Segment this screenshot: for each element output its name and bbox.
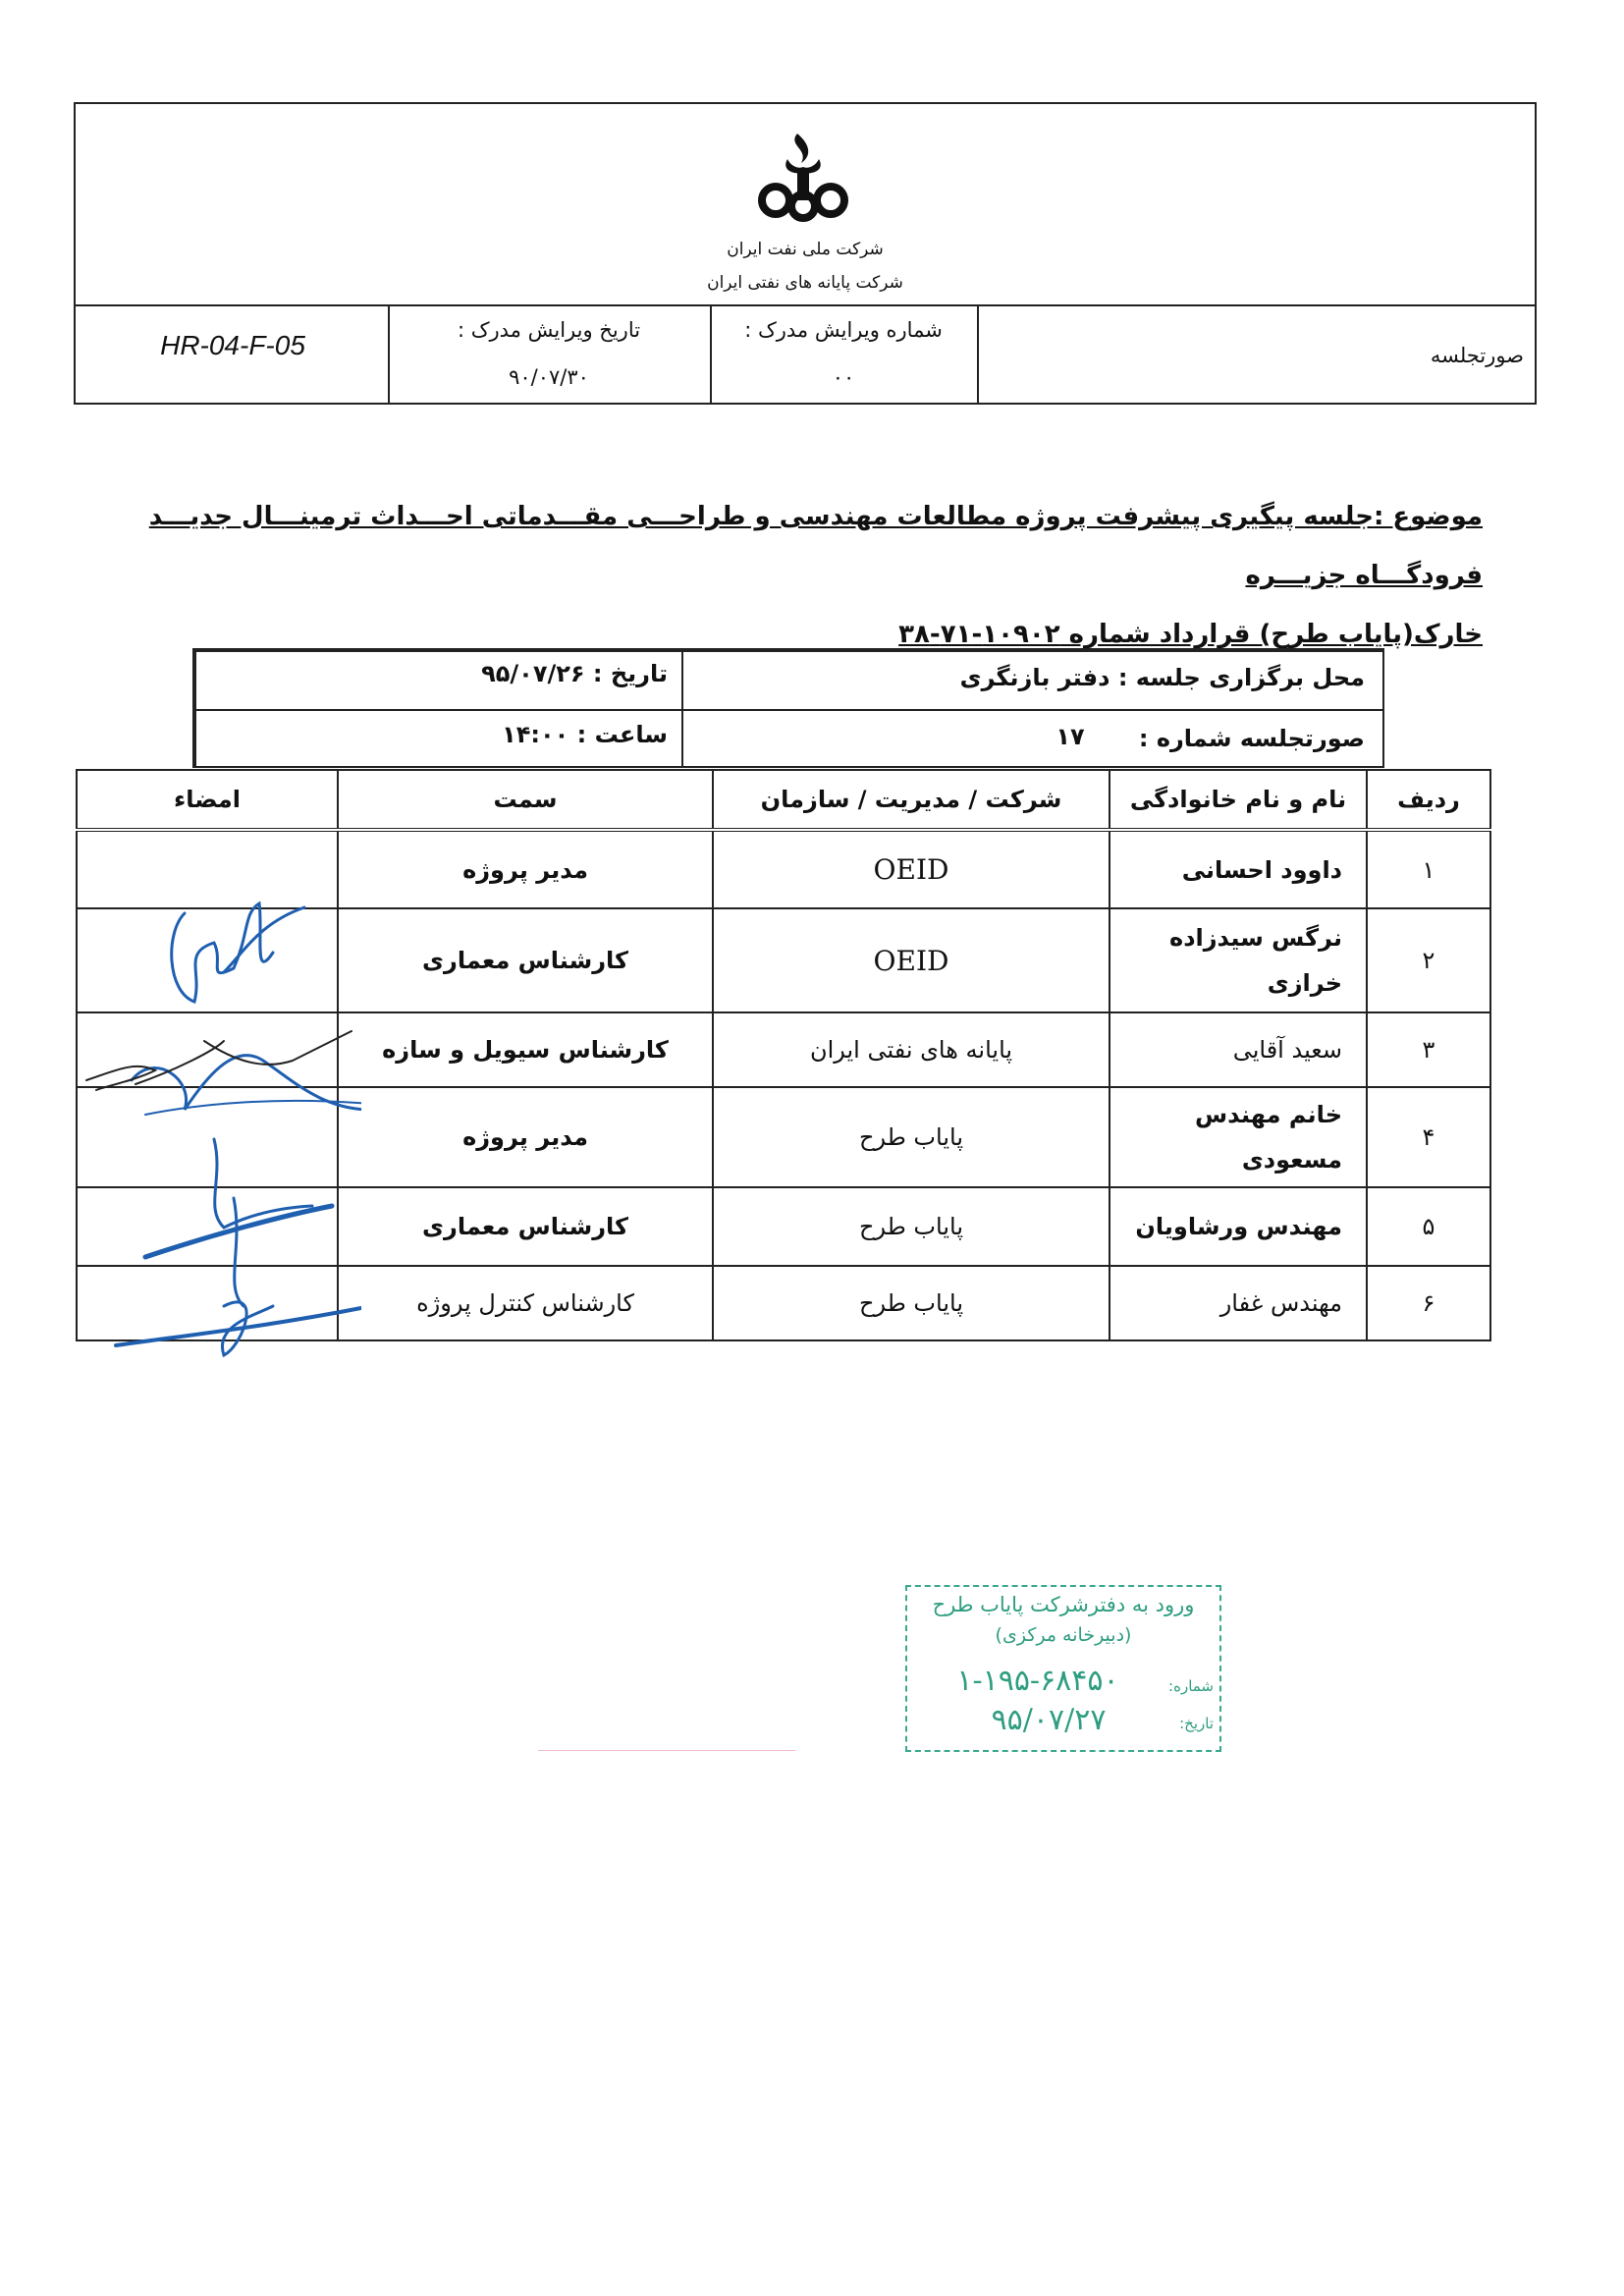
table-header-row xyxy=(77,770,1490,830)
divider-line xyxy=(538,1750,795,1751)
attendee-name: مهندس ورشاویان xyxy=(1110,1187,1367,1266)
meeting-number-value: ۱۷ xyxy=(1056,723,1085,750)
revision-number-value: ۰۰ xyxy=(832,365,855,389)
attendee-position: کارشناس معماری xyxy=(338,1187,713,1266)
header-divider xyxy=(977,306,979,405)
col-header-company: شرکت / مدیریت / سازمان xyxy=(713,770,1110,830)
revision-number-label: شماره ویرایش مدرک : xyxy=(744,318,943,342)
header-divider xyxy=(710,306,712,405)
subject-line2: خارک(پایاب طرح) قرارداد شماره ۱۰۹۰۲-۷۱-۳۸ xyxy=(898,620,1483,649)
row-number: ۴ xyxy=(1367,1087,1490,1187)
row-number: ۳ xyxy=(1367,1012,1490,1087)
col-header-name: نام و نام خانوادگی xyxy=(1110,770,1367,830)
attendee-company: پایاب طرح xyxy=(713,1087,1110,1187)
row-number: ۱ xyxy=(1367,830,1490,908)
attendee-position: کارشناس کنترل پروژه xyxy=(338,1266,713,1340)
meeting-info-divider xyxy=(192,709,1384,711)
attendee-name: مهندس غفار xyxy=(1110,1266,1367,1340)
meeting-subject xyxy=(147,487,1483,664)
row-number: ۶ xyxy=(1367,1266,1490,1340)
company-name-terminals: شرکت پایانه های نفتی ایران xyxy=(707,273,903,293)
subject-line1: جلسه پیگیری پیشرفت پروژه مطالعات مهندسی و طراحـــی مقـــدماتی احـــداث ترمینـــال جدیـــد فرودگـــاه جزیـــره xyxy=(148,502,1483,590)
meeting-date: تاریخ : ۹۵/۰۷/۲۶ xyxy=(481,660,668,687)
handwritten-signatures-icon xyxy=(77,894,361,1365)
attendee-name: سعید آقایی xyxy=(1110,1012,1367,1087)
stamp-number-label: شماره: xyxy=(1168,1677,1214,1695)
attendee-company: OEID xyxy=(713,908,1110,1012)
stamp-title: ورود به دفترشرکت پایاب طرح xyxy=(932,1593,1195,1616)
meeting-time: ساعت : ۱۴:۰۰ xyxy=(502,721,668,748)
attendee-company: OEID xyxy=(713,830,1110,908)
stamp-date-label: تاریخ: xyxy=(1179,1715,1214,1732)
company-name-nioc: شرکت ملی نفت ایران xyxy=(727,240,884,259)
meeting-info-divider xyxy=(681,648,683,768)
row-number: ۲ xyxy=(1367,908,1490,1012)
revision-date-label: تاریخ ویرایش مدرک : xyxy=(457,318,641,342)
col-header-signature: امضاء xyxy=(77,770,338,830)
document-code: HR-04-F-05 xyxy=(160,330,305,360)
meeting-number-label: صورتجلسه شماره : xyxy=(1138,725,1365,752)
nioc-logo-icon xyxy=(758,130,848,228)
revision-date-value: ۹۰/۰۷/۳۰ xyxy=(509,365,589,389)
stamp-date-value: ۹۵/۰۷/۲۷ xyxy=(991,1703,1107,1737)
attendee-name: نرگس سیدزاده خرازی xyxy=(1110,908,1367,1012)
attendee-company: پایاب طرح xyxy=(713,1187,1110,1266)
stamp-number-value: ۱-۱۹۵-۶۸۴۵۰ xyxy=(956,1664,1119,1698)
attendee-position: کارشناس معماری xyxy=(338,908,713,1012)
attendee-company: پایاب طرح xyxy=(713,1266,1110,1340)
form-title: صورتجلسه xyxy=(1430,344,1524,367)
col-header-row: ردیف xyxy=(1367,770,1490,830)
col-header-position: سمت xyxy=(338,770,713,830)
attendee-position: مدیر پروژه xyxy=(338,1087,713,1187)
attendee-position: مدیر پروژه xyxy=(338,830,713,908)
subject-prefix: موضوع : xyxy=(1373,502,1483,531)
meeting-place: محل برگزاری جلسه : دفتر بازنگری xyxy=(959,664,1365,691)
attendee-name: خانم مهندس مسعودی xyxy=(1110,1087,1367,1187)
row-number: ۵ xyxy=(1367,1187,1490,1266)
attendee-position: کارشناس سیویل و سازه xyxy=(338,1012,713,1087)
stamp-subtitle: (دبیرخانه مرکزی) xyxy=(995,1624,1132,1646)
attendee-company: پایانه های نفتی ایران xyxy=(713,1012,1110,1087)
attendee-name: داوود احسانی xyxy=(1110,830,1367,908)
